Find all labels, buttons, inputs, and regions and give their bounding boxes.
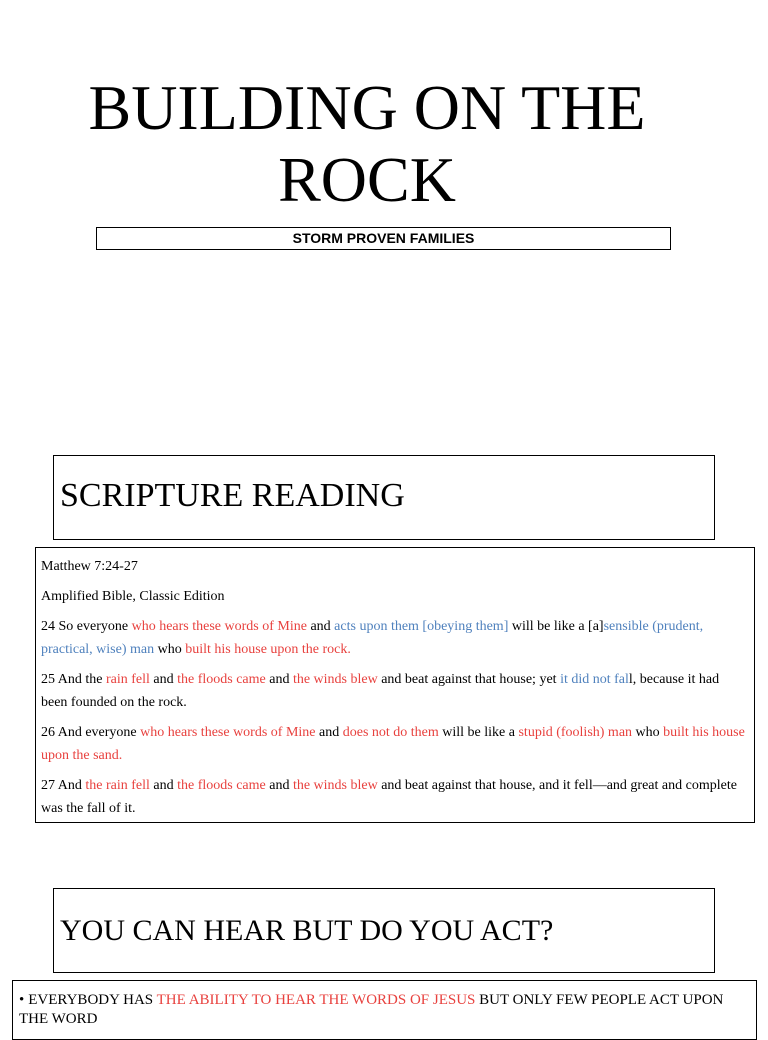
page-title [0, 72, 734, 216]
subtitle: STORM PROVEN FAMILIES [96, 227, 671, 250]
title-line-1: BUILDING ON THE [88, 72, 646, 143]
verse-24: 24 So everyone who hears these words of Mine and acts upon them [obeying them] will be like a [a]sensible (prudent, practical, wise) man who built his house upon the rock. [41, 619, 704, 657]
bullet-marker: • [19, 992, 25, 1008]
scripture-reading-heading: SCRIPTURE READING [53, 455, 715, 540]
verse-27: 27 And the rain fell and the floods came and the winds blew and beat against that house, and it fell—and great and complete was the fall of it. [41, 778, 737, 816]
bullet-point: • EVERYBODY HAS THE ABILITY TO HEAR THE WORDS OF JESUS BUT ONLY FEW PEOPLE ACT UPON THE WORD [12, 980, 757, 1040]
scripture-passage [35, 547, 755, 823]
title-line-2: ROCK [278, 144, 456, 215]
verse-26: 26 And everyone who hears these words of Mine and does not do them will be like a stupid (foolish) man who built his house upon the sand. [41, 725, 745, 763]
hear-act-heading: YOU CAN HEAR BUT DO YOU ACT? [53, 888, 715, 973]
scripture-version: Amplified Bible, Classic Edition [41, 589, 225, 604]
verse-25: 25 And the rain fell and the floods came and the winds blew and beat against that house; yet it did not fall, because it had been founded on the rock. [41, 672, 720, 710]
scripture-reference: Matthew 7:24-27 [41, 559, 138, 574]
